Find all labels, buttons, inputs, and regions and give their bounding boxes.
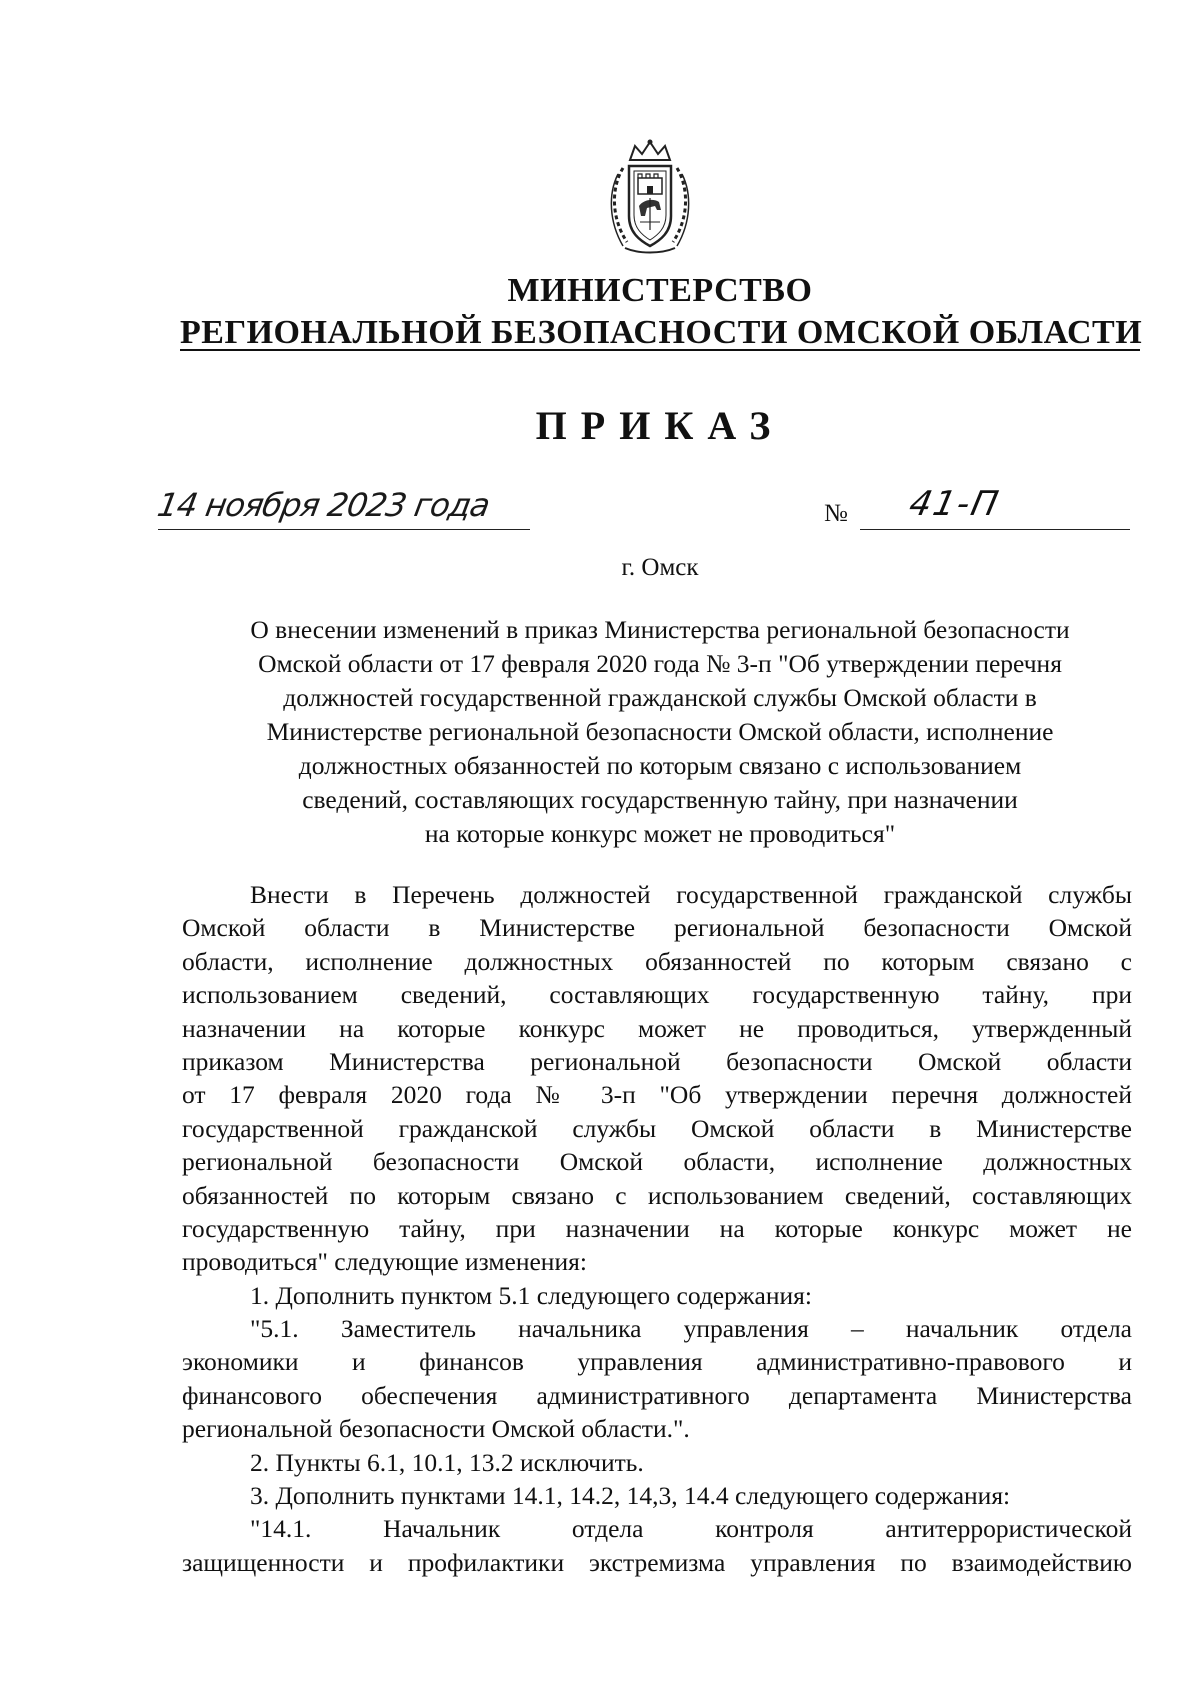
body-line: использованием сведений, составляющих государственную тайну, при xyxy=(182,980,1132,1010)
city: г. Омск xyxy=(621,554,699,581)
number-label: № xyxy=(824,500,848,527)
subject-line: должностей государственной гражданской службы Омской области в xyxy=(283,683,1037,712)
body-line: от 17 февраля 2020 года № 3-п "Об утверждении перечня должностей xyxy=(182,1080,1132,1110)
ministry-title xyxy=(180,270,1143,354)
body-line: финансового обеспечения административного департамента Министерства xyxy=(182,1380,1132,1410)
body-line: проводиться" следующие изменения: xyxy=(182,1247,587,1277)
subject-line: на которые конкурс может не проводиться" xyxy=(424,819,896,848)
subject-line: О внесении изменений в приказ Министерства региональной безопасности xyxy=(250,615,1070,644)
date-underline xyxy=(158,529,530,530)
ministry-line-2: РЕГИОНАЛЬНОЙ БЕЗОПАСНОСТИ ОМСКОЙ ОБЛАСТИ xyxy=(180,314,1143,351)
subject-line: Омской области от 17 февраля 2020 года № 3-п "Об утверждении перечня xyxy=(258,649,1062,678)
body-line: назначении на которые конкурс может не проводиться, утвержденный xyxy=(182,1013,1132,1043)
header-rule xyxy=(180,349,1140,351)
number-handwritten: 41-П xyxy=(905,484,1004,524)
body-line: области, исполнение должностных обязанностей по которым связано с xyxy=(182,946,1132,976)
body-line: "14.1. Начальник отдела контроля антитеррористической xyxy=(250,1514,1132,1544)
date-handwritten: 14 ноября 2023 года xyxy=(154,486,493,524)
body-line: 3. Дополнить пунктами 14.1, 14.2, 14,3, 14.4 следующего содержания: xyxy=(250,1481,1011,1511)
number-underline xyxy=(860,529,1130,530)
subject-line: Министерстве региональной безопасности Омской области, исполнение xyxy=(266,717,1054,746)
order-body xyxy=(182,878,1132,1579)
body-line: 1. Дополнить пунктом 5.1 следующего содержания: xyxy=(250,1280,812,1310)
ministry-line-1: МИНИСТЕРСТВО xyxy=(507,272,813,309)
body-line: "5.1. Заместитель начальника управления – начальник отдела xyxy=(250,1314,1132,1344)
order-subject xyxy=(170,613,1150,851)
body-line: 2. Пункты 6.1, 10.1, 13.2 исключить. xyxy=(250,1447,644,1477)
body-line: государственной гражданской службы Омской области в Министерстве xyxy=(182,1113,1132,1143)
body-line: экономики и финансов управления административно-правового и xyxy=(182,1347,1132,1377)
body-line: защищенности и профилактики экстремизма управления по взаимодействию xyxy=(182,1547,1132,1577)
body-line: региональной безопасности Омской области, исполнение должностных xyxy=(182,1147,1132,1177)
coat-of-arms-icon xyxy=(605,138,695,258)
subject-line: сведений, составляющих государственную тайну, при назначении xyxy=(302,785,1018,814)
body-line: региональной безопасности Омской области.". xyxy=(182,1414,690,1444)
body-line: Внести в Перечень должностей государственной гражданской службы xyxy=(250,880,1132,909)
subject-line: должностных обязанностей по которым связано с использованием xyxy=(298,751,1022,780)
body-line: государственную тайну, при назначении на которые конкурс может не xyxy=(182,1213,1132,1243)
document-type: ПРИКАЗ xyxy=(535,403,785,448)
body-line: приказом Министерства региональной безопасности Омской области xyxy=(182,1046,1132,1076)
body-line: обязанностей по которым связано с использованием сведений, составляющих xyxy=(182,1180,1132,1210)
body-line: Омской области в Министерстве региональной безопасности Омской xyxy=(182,913,1132,943)
